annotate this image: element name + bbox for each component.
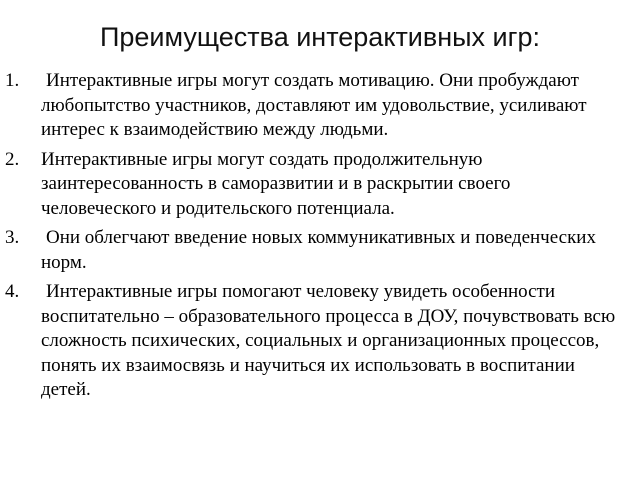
list-item-text: Они облегчают введение новых коммуникативных и поведенческих норм. [41, 227, 596, 273]
list-item-number: 2. [5, 148, 20, 170]
list-item [0, 280, 620, 403]
list-item-text: Интерактивные игры могут создать продолжительную заинтересованность в саморазвитии и в раскрытии своего человеческого и родительского потенциала. [41, 148, 511, 219]
list-item-number: 3. [5, 227, 20, 248]
list-item [0, 69, 620, 143]
slide-title: Преимущества интерактивных игр: [99, 22, 540, 52]
list-item-number: 4. [5, 281, 20, 302]
list-item-text: Интерактивные игры помогают человеку увидеть особенности воспитательно – образовательного процесса в ДОУ, почувствовать всю сложность психических, социальных и организационных процессов, понять их взаимосвязь и научиться их использовать в воспитании детей. [41, 281, 616, 400]
list-item [0, 226, 620, 275]
list-item [0, 148, 620, 222]
list-item-text: Интерактивные игры могут создать мотивацию. Они пробуждают любопытство участников, доставляют им удовольствие, усиливают интерес к взаимодействию между людьми. [41, 70, 587, 140]
list-item-number: 1. [5, 70, 20, 91]
advantages-list [0, 69, 620, 408]
